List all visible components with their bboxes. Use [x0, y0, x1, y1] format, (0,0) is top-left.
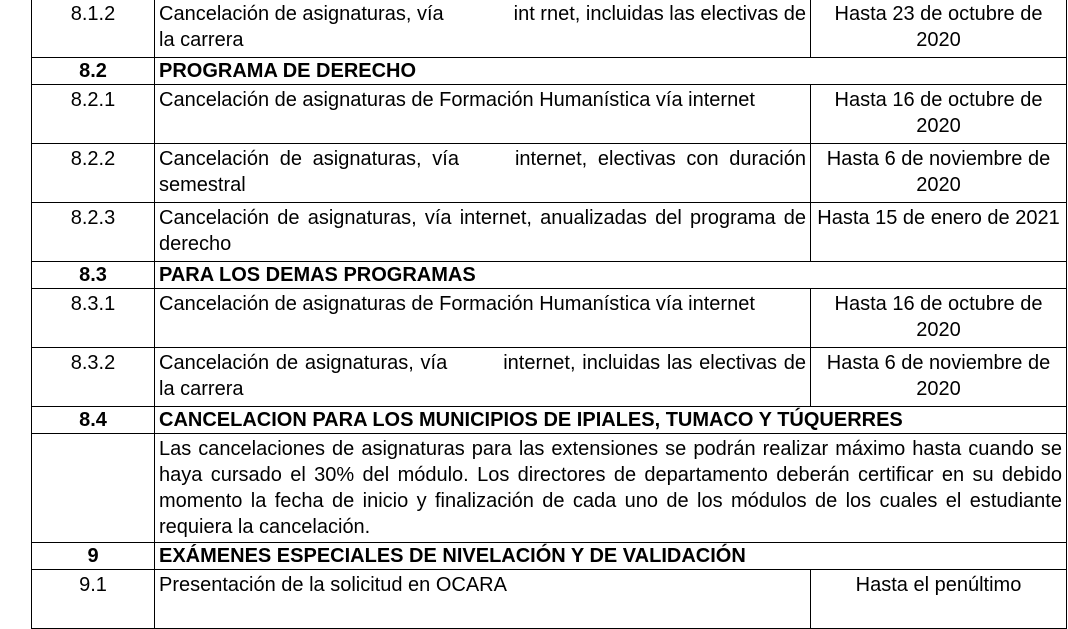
- section-number: 8.2: [32, 58, 155, 85]
- table-row: [32, 203, 1067, 262]
- row-description: Cancelación de asignaturas, vía internet, anualizadas del programa de derecho: [155, 203, 811, 262]
- section-number: 8.4: [32, 407, 155, 434]
- row-deadline: Hasta 23 de octubre de 2020: [811, 0, 1067, 58]
- row-description: Cancelación de asignaturas, vía internet, electivas con duración semestral: [155, 144, 811, 203]
- note-text: Las cancelaciones de asignaturas para las extensiones se podrán realizar máximo hasta cuando se haya cursado el 30% del módulo. Los directores de departamento deberán certificar en su debido momento la fecha de inicio y finalización de cada uno de los módulos de los cuales el estudiante requiera la cancelación.: [155, 434, 1067, 543]
- row-description: Cancelación de asignaturas, vía internet, incluidas las electivas de la carrera: [155, 348, 811, 407]
- row-number: 8.3.1: [32, 289, 155, 348]
- row-deadline: Hasta 6 de noviembre de 2020: [811, 144, 1067, 203]
- table-row: [32, 348, 1067, 407]
- row-description: Cancelación de asignaturas de Formación Humanística vía internet: [155, 289, 811, 348]
- row-number: 9.1: [32, 570, 155, 629]
- row-number: 8.2.2: [32, 144, 155, 203]
- section-title: PARA LOS DEMAS PROGRAMAS: [155, 262, 1067, 289]
- section-row: [32, 407, 1067, 434]
- row-deadline: Hasta 16 de octubre de 2020: [811, 85, 1067, 144]
- row-deadline: Hasta 15 de enero de 2021: [811, 203, 1067, 262]
- row-deadline: Hasta 16 de octubre de 2020: [811, 289, 1067, 348]
- table-row: [32, 85, 1067, 144]
- section-number: 9: [32, 543, 155, 570]
- table-row: [32, 570, 1067, 629]
- row-description: Cancelación de asignaturas, vía int rnet, incluidas las electivas de la carrera: [155, 0, 811, 58]
- section-row: [32, 58, 1067, 85]
- row-deadline: Hasta 6 de noviembre de 2020: [811, 348, 1067, 407]
- row-description: Cancelación de asignaturas de Formación Humanística vía internet: [155, 85, 811, 144]
- row-number: 8.3.2: [32, 348, 155, 407]
- section-row: [32, 543, 1067, 570]
- table-row: [32, 0, 1067, 58]
- row-number: 8.1.2: [32, 0, 155, 58]
- section-row: [32, 262, 1067, 289]
- row-description: Presentación de la solicitud en OCARA: [155, 570, 811, 629]
- row-number-empty: [32, 434, 155, 543]
- section-number: 8.3: [32, 262, 155, 289]
- table-row: [32, 144, 1067, 203]
- row-deadline: Hasta el penúltimo: [811, 570, 1067, 629]
- academic-calendar-table: [31, 0, 1067, 629]
- row-number: 8.2.1: [32, 85, 155, 144]
- section-title: EXÁMENES ESPECIALES DE NIVELACIÓN Y DE VALIDACIÓN: [155, 543, 1067, 570]
- row-number: 8.2.3: [32, 203, 155, 262]
- section-title: PROGRAMA DE DERECHO: [155, 58, 1067, 85]
- note-row: [32, 434, 1067, 543]
- section-title: CANCELACION PARA LOS MUNICIPIOS DE IPIALES, TUMACO Y TÚQUERRES: [155, 407, 1067, 434]
- table-row: [32, 289, 1067, 348]
